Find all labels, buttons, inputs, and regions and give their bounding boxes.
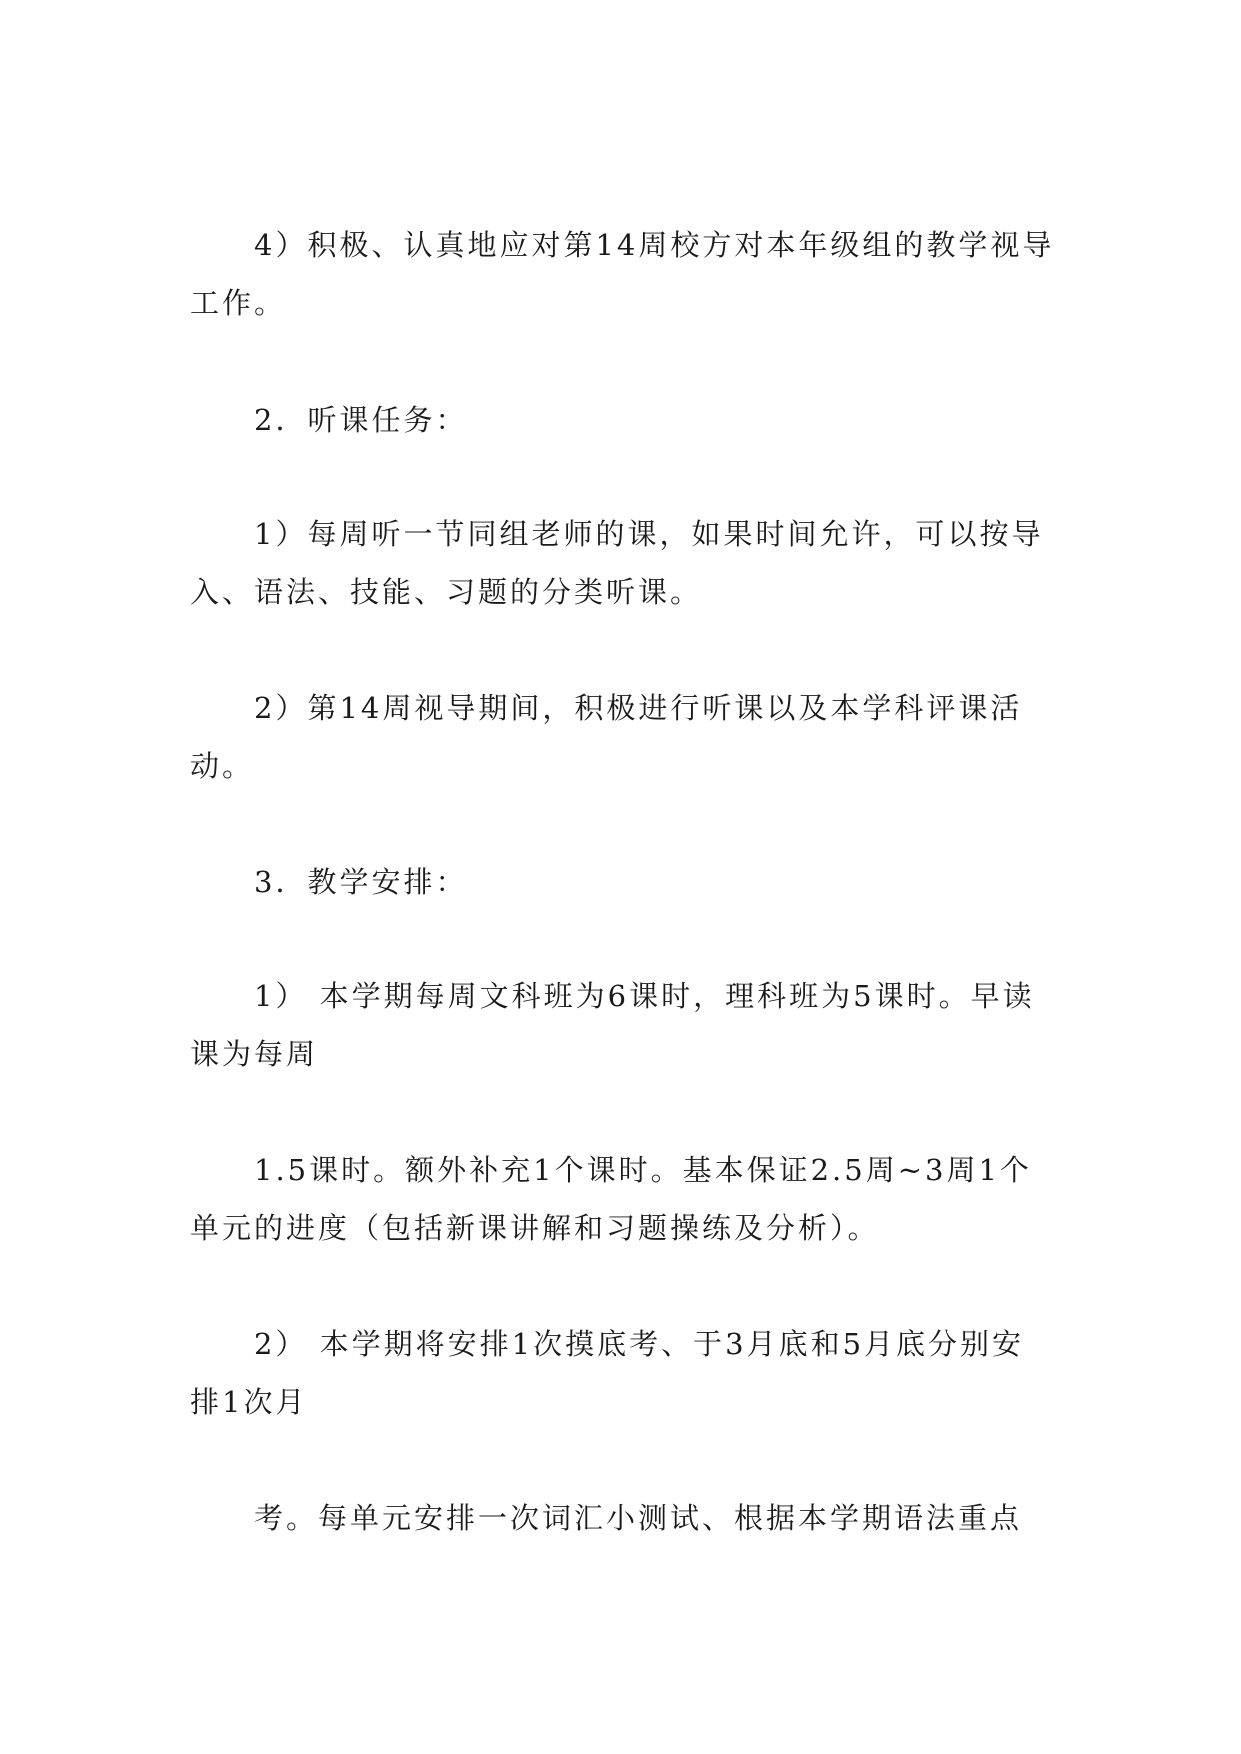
paragraph-exam-schedule: 2） 本学期将安排1次摸底考、于3月底和5月底分别安排1次月 (190, 1327, 1025, 1419)
paragraph-vocabulary-tests: 考。每单元安排一次词汇小测试、根据本学期语法重点 (254, 1501, 1023, 1535)
paragraph-class-hours: 1） 本学期每周文科班为6课时，理科班为5课时。早读课为每周 (190, 979, 1035, 1071)
paragraph-unit-progress: 1.5课时。额外补充1个课时。基本保证2.5周~3周1个单元的进度（包括新课讲解和习题操练及分析）。 (190, 1153, 1032, 1245)
heading-teaching-arrangement: 3．教学安排： (254, 865, 468, 899)
paragraph-supervision-task: 4）积极、认真地应对第14周校方对本年级组的教学视导工作。 (190, 228, 1055, 320)
paragraph-weekly-observation: 1）每周听一节同组老师的课，如果时间允许，可以按导入、语法、技能、习题的分类听课。 (190, 517, 1044, 609)
paragraph-week14-observation: 2）第14周视导期间，积极进行听课以及本学科评课活动。 (190, 691, 1023, 783)
heading-lesson-observation: 2．听课任务： (254, 403, 468, 437)
